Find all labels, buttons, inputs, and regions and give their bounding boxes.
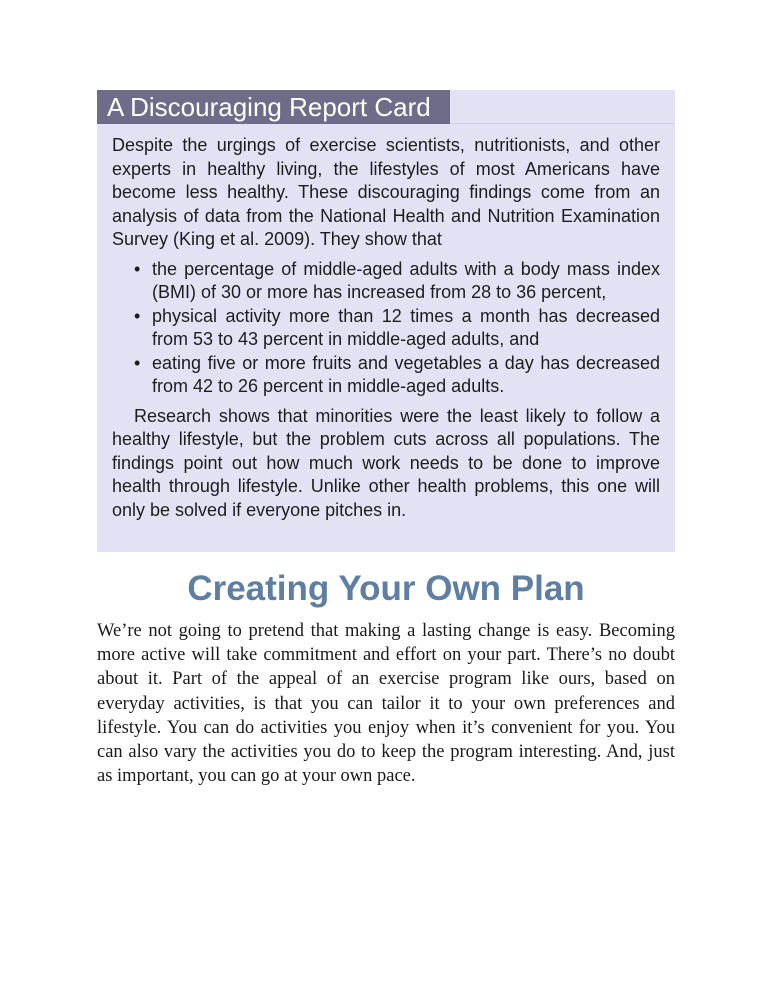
sidebar-body [112,134,660,522]
finding-text: eating five or more fruits and vegetables a day has decreased from 42 to 26 percent in middle-aged adults. [152,352,660,396]
sidebar-intro-paragraph: Despite the urgings of exercise scientists, nutritionists, and other experts in healthy living, the lifestyles of most Americans have become less healthy. These discouraging findings come from an analysis of data from the National Health and Nutrition Examination Survey (King et al. 2009). They show that [112,135,660,249]
finding-item-bmi [134,258,660,305]
sidebar-closing-paragraph: Research shows that minorities were the least likely to follow a healthy lifestyle, but the problem cuts across all populations. The findings point out how much work needs to be done to improve health through lifestyle. Unlike other health problems, this one will only be solved if everyone pitches in. [112,405,660,520]
findings-list [112,258,660,399]
sidebar-header [97,90,675,124]
bullet-icon: • [134,352,141,373]
finding-text: the percentage of middle-aged adults with a body mass index (BMI) of 30 or more has increased from 28 to 36 percent, [152,258,660,302]
bullet-icon: • [134,258,141,279]
body-paragraph: We’re not going to pretend that making a lasting change is easy. Becoming more active will take commitment and effort on your part. There’s no doubt about it. Part of the appeal of an exercise program like ours, based on everyday activities, is that you can tailor it to your own preferences and lifestyle. You can do activities you enjoy when it’s convenient for you. You can also vary the activities you do to keep the program interesting. And, just as important, you can go at your own pace. [97,621,675,787]
sidebar-divider [450,123,675,124]
finding-item-fruits-vegetables [134,352,660,399]
section-heading: Creating Your Own Plan [187,569,585,608]
finding-text: physical activity more than 12 times a month has decreased from 53 to 43 percent in middle-aged adults, and [152,305,660,349]
bullet-icon: • [134,305,141,326]
finding-item-activity [134,305,660,352]
report-card-sidebar [97,90,675,552]
sidebar-title: A Discouraging Report Card [97,90,450,124]
